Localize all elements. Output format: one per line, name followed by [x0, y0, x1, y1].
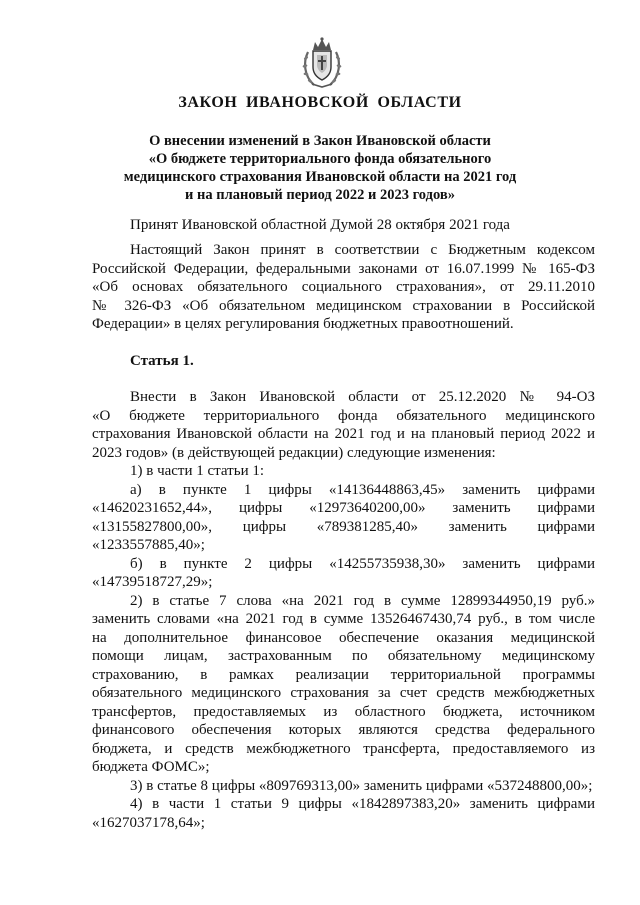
article-line: бюджета, и средств межбюджетного трансферта, предоставляемого из — [92, 740, 595, 757]
article-line: Внести в Закон Ивановской области от 25.12.2020 № 94-ОЗ — [130, 389, 595, 405]
article-line: «13155827800,00», цифры «789381285,40» заменить цифрами — [92, 518, 595, 535]
article-line: а) в пункте 1 цифры «14136448863,45» заменить цифрами — [130, 481, 595, 498]
preamble-line: Настоящий Закон принят в соответствии с Бюджетным кодексом — [130, 242, 595, 258]
article-line: страхования Ивановской области на 2021 год и на плановый период 2022 и — [92, 426, 595, 442]
subtitle-line: О внесении изменений в Закон Ивановской области — [149, 133, 491, 149]
article-line: «14620231652,44», цифры «12973640200,00» заменить цифрами — [92, 500, 595, 516]
article-body — [92, 388, 595, 832]
article-line: страхованию, в рамках реализации территориальной программы — [92, 666, 595, 683]
article-line: «1233557885,40»; — [92, 537, 205, 553]
subtitle-line: «О бюджете территориального фонда обязательного — [148, 151, 492, 167]
ivanovo-coat-of-arms-icon — [300, 36, 344, 90]
article-line: финансового обеспечения которых являются средства федерального — [92, 722, 595, 738]
article-line: 3) в статье 8 цифры «809769313,00» заменить цифрами «537248800,00»; — [130, 777, 593, 794]
article-line: трансфертов, предоставляемых из областного бюджета, источником — [92, 703, 595, 720]
article-line: бюджета ФОМС»; — [92, 759, 210, 775]
article-line: помощи лицам, застрахованным по обязательному медицинскому — [92, 648, 595, 664]
subtitle-line: и на плановый период 2022 и 2023 годов» — [185, 187, 455, 203]
preamble-line: № 326-ФЗ «Об обязательном медицинском страховании в Российской — [92, 297, 595, 314]
subtitle-line: медицинского страхования Ивановской области на 2021 год — [123, 169, 517, 185]
article-line: 4) в части 1 статьи 9 цифры «1842897383,20» заменить цифрами — [130, 796, 595, 812]
preamble-line: Российской Федерации, федеральными законами от 16.07.1999 № 165-ФЗ — [92, 260, 595, 277]
article-line: заменить словами «на 2021 год в сумме 13526467430,74 руб., в том числе — [92, 611, 595, 627]
preamble-paragraph — [92, 241, 595, 334]
article-line: «14739518727,29»; — [92, 574, 213, 590]
article-line: б) в пункте 2 цифры «14255735938,30» заменить цифрами — [130, 555, 595, 572]
article-heading: Статья 1. — [130, 353, 194, 369]
article-line: «1627037178,64»; — [92, 814, 205, 831]
article-line: 2023 годов» (в действующей редакции) следующие изменения: — [92, 444, 496, 461]
law-title: ЗАКОН ИВАНОВСКОЙ ОБЛАСТИ — [178, 94, 462, 111]
preamble-line: Федерации» в целях регулирования бюджетных правоотношений. — [92, 316, 514, 332]
article-line: «О бюджете территориального фонда обязательного медицинского — [92, 407, 595, 424]
article-line: 2) в статье 7 слова «на 2021 год в сумме 12899344950,19 руб.» — [130, 592, 595, 609]
law-subtitle — [110, 132, 530, 204]
preamble-line: «Об основах обязательного социального страхования», от 29.11.2010 — [92, 279, 595, 295]
article-line: на дополнительное финансовое обеспечение оказания медицинской — [92, 629, 595, 646]
adoption-note: Принят Ивановской областной Думой 28 октября 2021 года — [130, 217, 510, 233]
article-line: 1) в части 1 статьи 1: — [130, 463, 265, 479]
article-line: обязательного медицинского страхования за счет средств межбюджетных — [92, 685, 595, 701]
